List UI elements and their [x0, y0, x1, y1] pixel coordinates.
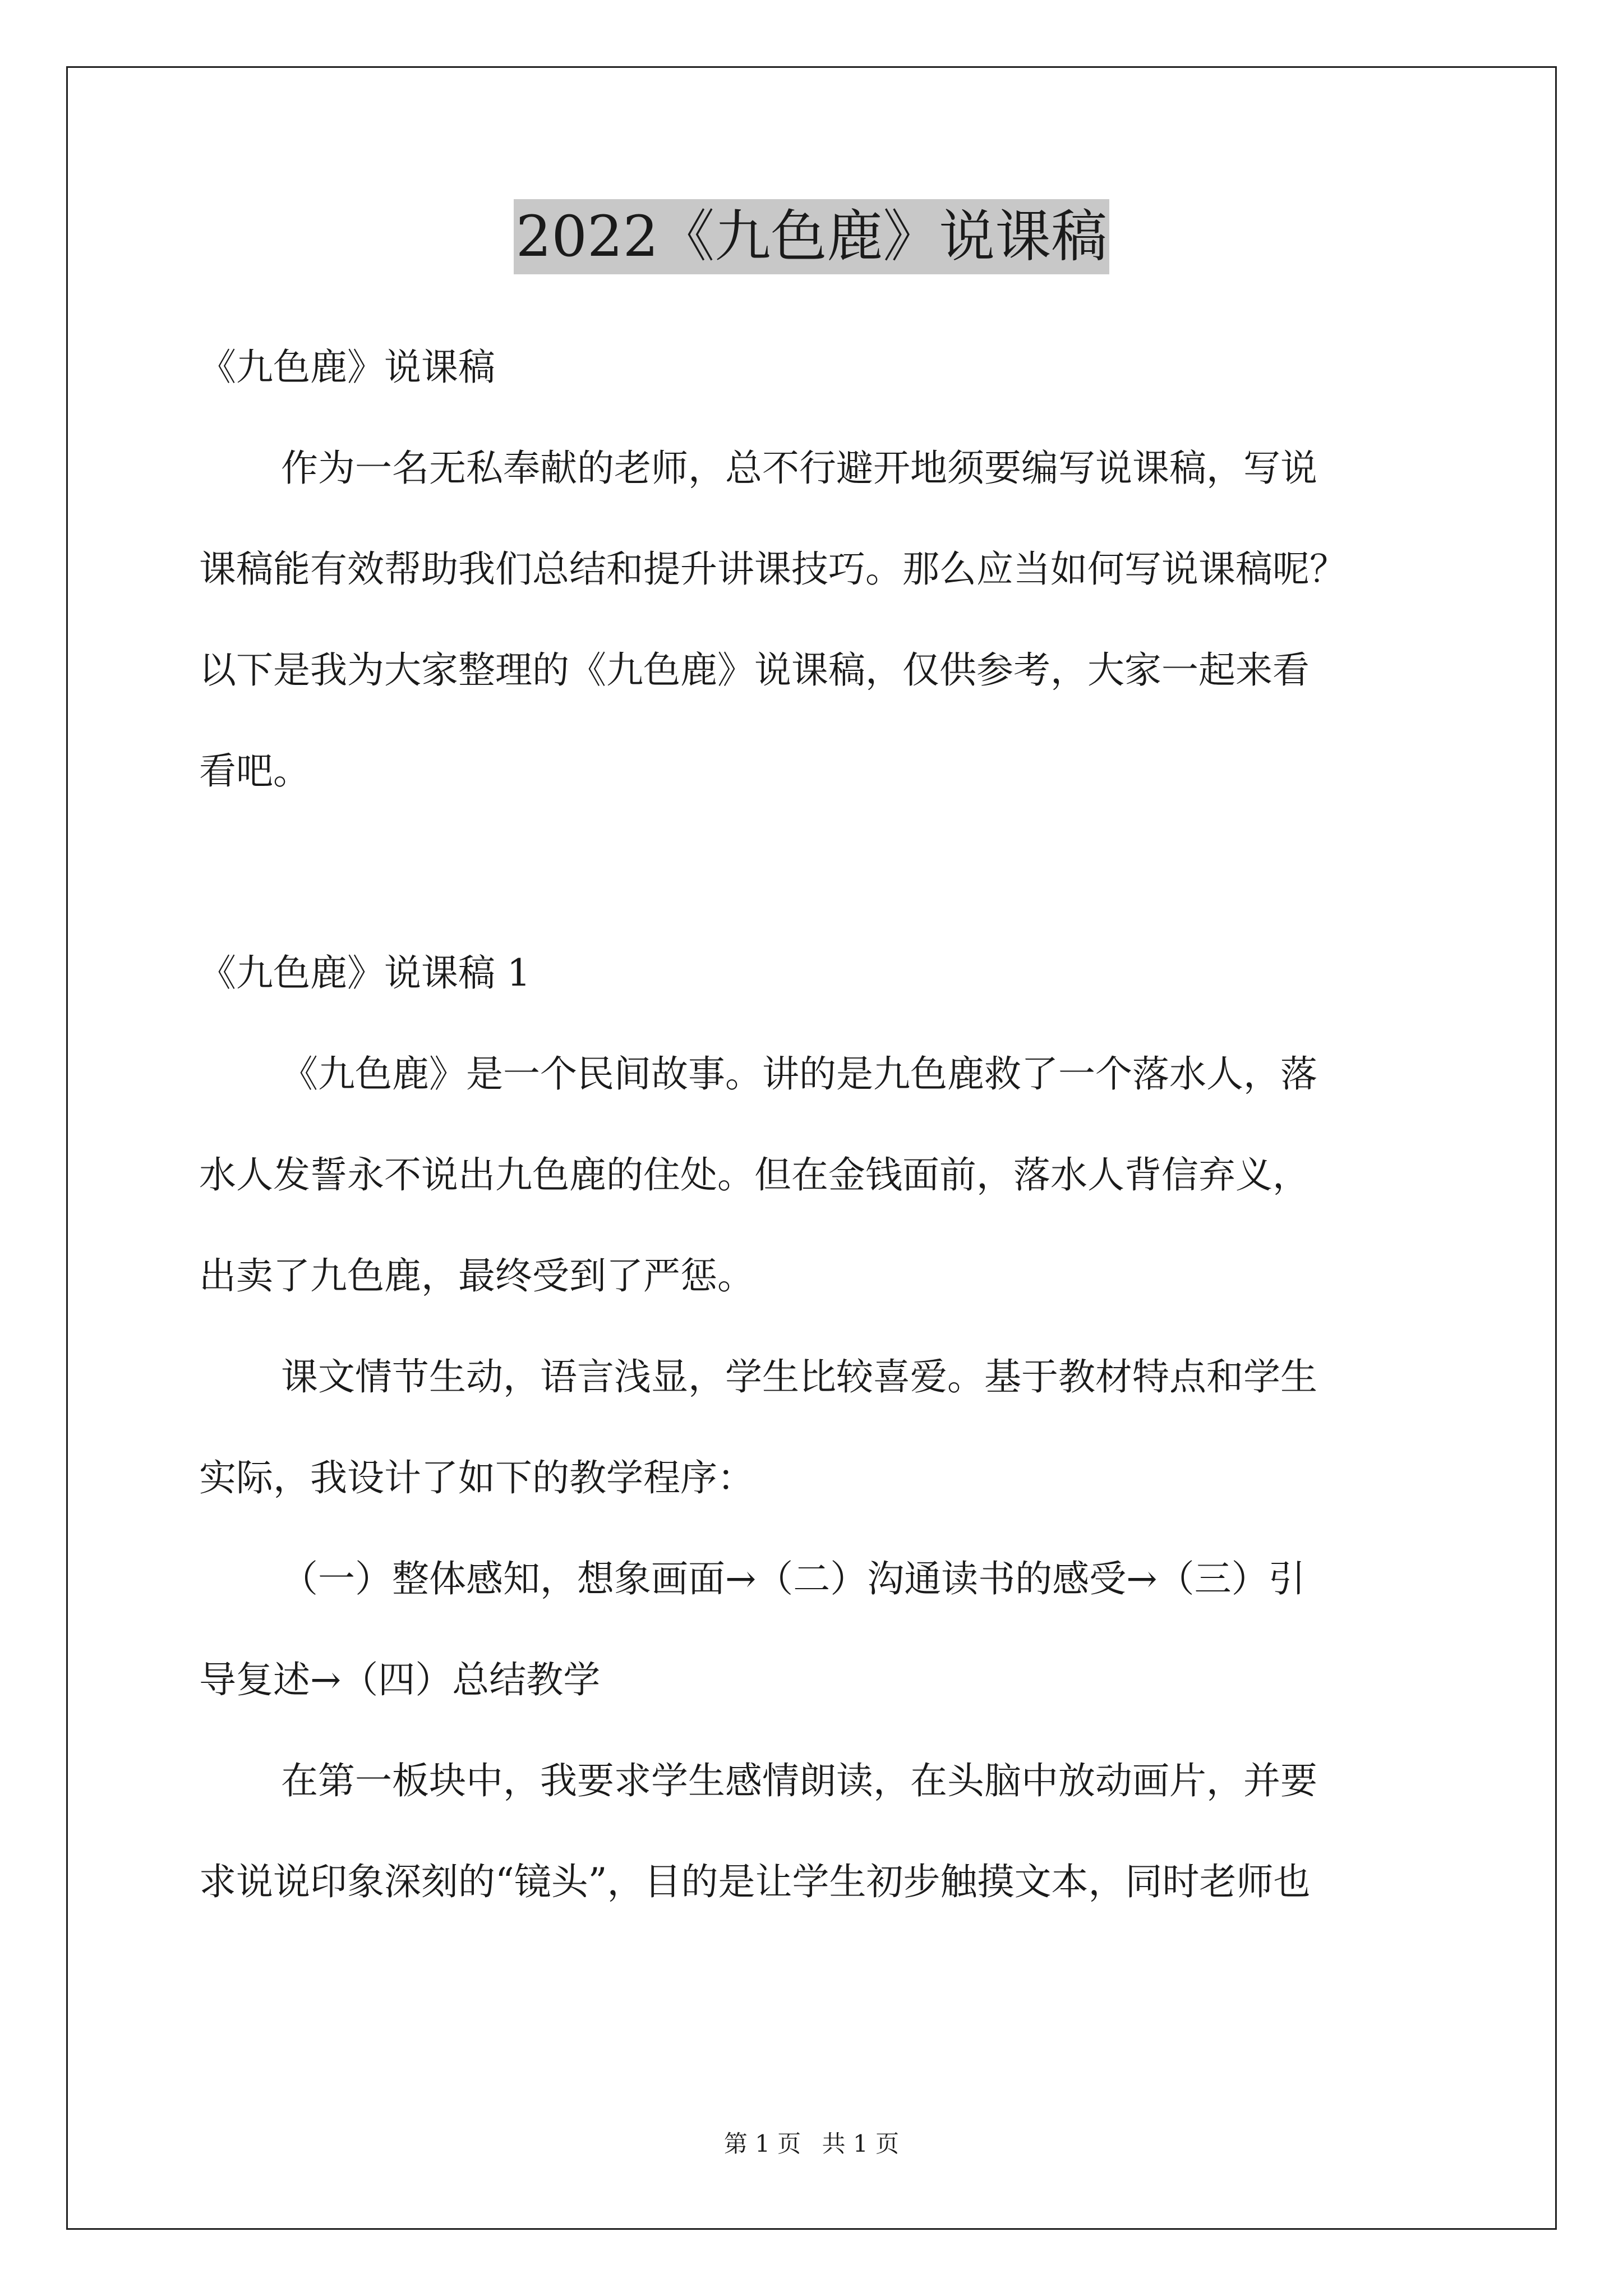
page-number: 第 1 页	[723, 2130, 801, 2157]
page-footer	[0, 2127, 1623, 2161]
paragraph-line: 《九色鹿》是一个民间故事。讲的是九色鹿救了一个落水人，落	[281, 1052, 1317, 1096]
paragraph-line: 导复述→（四）总结教学	[199, 1658, 601, 1701]
title-wrap	[0, 199, 1623, 274]
document-body	[199, 342, 1427, 1907]
paragraph-line: 以下是我为大家整理的《九色鹿》说课稿，仅供参考，大家一起来看	[199, 648, 1310, 692]
paragraph-line: 水人发誓永不说出九色鹿的住处。但在金钱面前，落水人背信弃义，	[199, 1153, 1310, 1197]
paragraph-line: 在第一板块中，我要求学生感情朗读，在头脑中放动画片，并要	[281, 1759, 1317, 1802]
paragraph-line: 实际，我设计了如下的教学程序：	[199, 1456, 754, 1499]
paragraph-line: （一）整体感知，想象画面→（二）沟通读书的感受→（三）引	[281, 1557, 1306, 1600]
intro-heading: 《九色鹿》说课稿	[199, 346, 495, 389]
paragraph-line: 课文情节生动，语言浅显，学生比较喜爱。基于教材特点和学生	[281, 1355, 1317, 1398]
paragraph-line: 出卖了九色鹿，最终受到了严惩。	[199, 1254, 754, 1297]
document-title[interactable]: 2022《九色鹿》说课稿	[514, 199, 1110, 274]
paragraph-line: 看吧。	[199, 749, 310, 793]
paragraph-line: 作为一名无私奉献的老师，总不行避开地须要编写说课稿，写说	[281, 447, 1317, 490]
paragraph-line: 课稿能有效帮助我们总结和提升讲课技巧。那么应当如何写说课稿呢？	[199, 547, 1347, 591]
paragraph-line: 求说说印象深刻的“镜头”，目的是让学生初步触摸文本，同时老师也	[199, 1860, 1311, 1903]
part1-heading: 《九色鹿》说课稿 1	[199, 951, 531, 995]
page-total: 共 1 页	[822, 2130, 900, 2157]
